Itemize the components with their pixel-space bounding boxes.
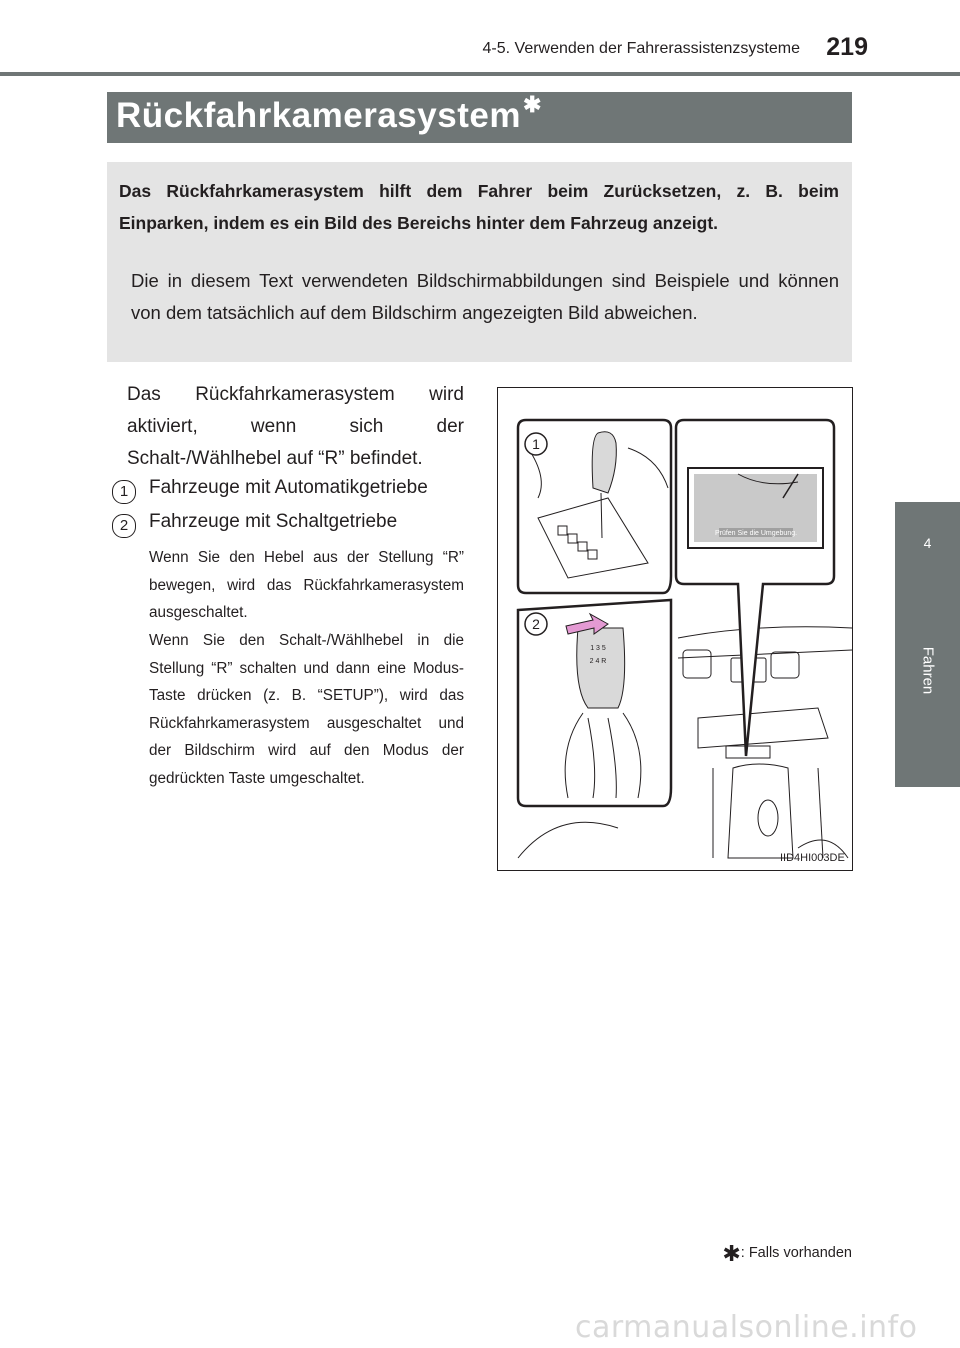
camera-screen-text: Prüfen Sie die Umgebung.: [714, 530, 798, 537]
list-item-text: Fahrzeuge mit Schaltgetriebe: [149, 511, 398, 532]
chapter-label-text: Fahren: [919, 646, 936, 694]
intro-summary: Das Rückfahrkamerasystem hilft dem Fahrer beim Zurücksetzen, z. B. beim Einparken, indem es ein Bild des Bereichs hinter dem Fahrzeug anzeigt.: [119, 181, 839, 233]
note-paragraph: Wenn Sie den Schalt-/Wählhebel in die Stellung “R” schalten und dann eine Modus-Taste drücken (z. B. “SETUP”), wird das Rückfahrkamerasystem ausgeschaltet und der Bildschirm wird auf den Modus der gedrückten Taste umgeschaltet.: [149, 632, 464, 787]
chapter-label: [895, 640, 960, 700]
figure-code: IID4HI003DE: [780, 852, 845, 864]
intro-note: Die in diesem Text verwendeten Bildschirmabbildungen sind Beispiele und können von dem tatsächlich auf dem Bildschirm angezeigten Bild abweichen.: [131, 270, 839, 323]
svg-text:2 4 R: 2 4 R: [589, 658, 607, 665]
optional-marker-icon: ✱: [522, 92, 542, 117]
item-number-badge: 2: [112, 514, 136, 538]
note-paragraph: Wenn Sie den Hebel aus der Stellung “R” bewegen, wird das Rückfahrkamerasystem ausgeschaltet.: [149, 549, 464, 622]
shift-lever-camera-illustration: [498, 388, 852, 870]
list-item-text: Fahrzeuge mit Automatikgetriebe: [149, 477, 428, 498]
footnote: [688, 1237, 852, 1266]
figure-illustration: [497, 387, 853, 871]
header-section-title: 4-5. Verwenden der Fahrerassistenzsysteme: [482, 40, 800, 57]
svg-text:1 3 5: 1 3 5: [590, 645, 606, 652]
figure-label-2: 2: [532, 616, 540, 632]
page-title: [116, 92, 542, 136]
item-number-badge: 1: [112, 480, 136, 504]
body-main-paragraph: Das Rückfahrkamerasystem wird aktiviert, wenn sich der Schalt-/Wählhebel auf “R” befindet.: [127, 384, 464, 469]
figure-label-1: 1: [532, 436, 540, 452]
page-number: 219: [826, 33, 868, 61]
page-title-text: Rückfahrkamerasystem: [116, 96, 521, 135]
list-item: [112, 511, 472, 541]
list-item: [112, 477, 472, 507]
footnote-text: : Falls vorhanden: [740, 1245, 852, 1261]
optional-marker-icon: ✱: [722, 1241, 741, 1266]
header-rule: [0, 72, 960, 76]
watermark: carmanualsonline.info: [575, 1310, 918, 1345]
chapter-number: 4: [923, 535, 932, 551]
